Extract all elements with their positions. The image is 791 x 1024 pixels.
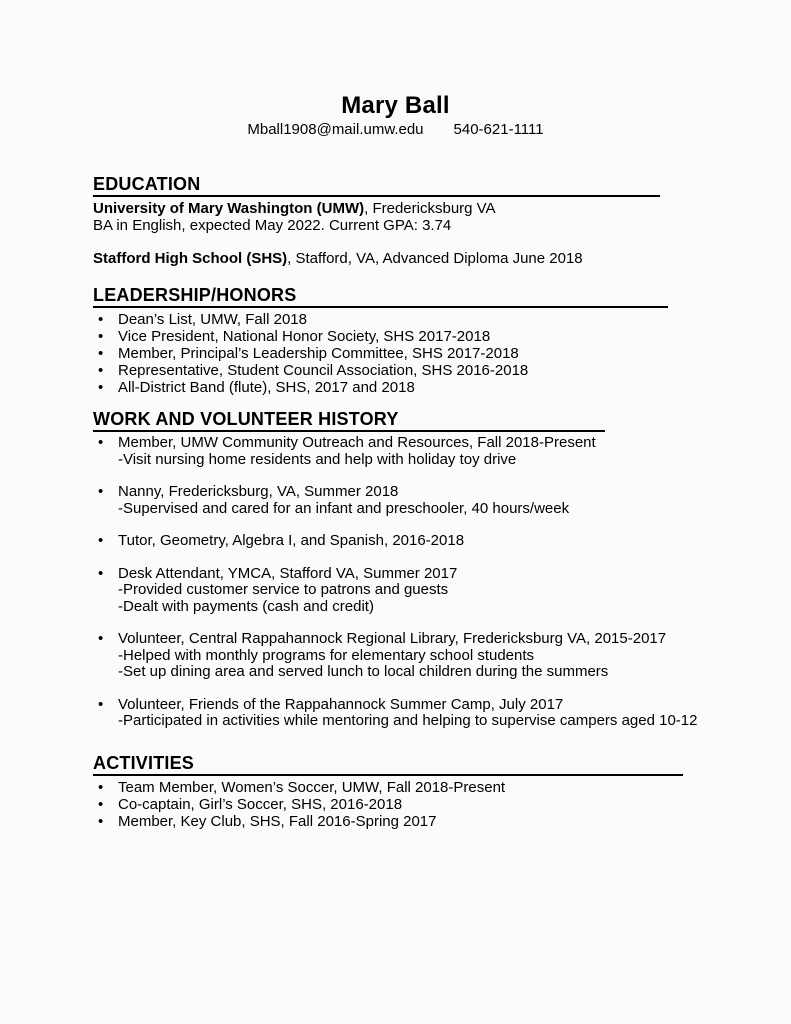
bullet-icon: [93, 362, 118, 379]
list-item: [93, 796, 698, 813]
school-name: Stafford High School (SHS): [93, 250, 288, 267]
section-work-volunteer-history: [93, 410, 698, 730]
email-text: Mball1908@mail.umw.edu: [247, 121, 424, 138]
work-entry: [93, 533, 698, 550]
work-entry-title: Member, UMW Community Outreach and Resources, Fall 2018-Present: [118, 434, 596, 451]
list-item: [93, 379, 698, 396]
work-entry: [93, 484, 698, 517]
section-activities: [93, 754, 698, 830]
work-entry: [93, 435, 698, 468]
section-heading-activities: ACTIVITIES: [93, 754, 683, 776]
list-item-text: Vice President, National Honor Society, SHS 2017-2018: [118, 328, 491, 345]
school-location: , Stafford, VA, Advanced Diploma June 2018: [287, 250, 583, 267]
section-heading-work: WORK AND VOLUNTEER HISTORY: [93, 410, 605, 432]
bullet-icon: [93, 328, 118, 345]
list-item: [93, 484, 698, 501]
resume-header: [93, 92, 698, 140]
bullet-icon: [93, 533, 118, 550]
list-item-text: All-District Band (flute), SHS, 2017 and 2018: [118, 379, 415, 396]
bullet-icon: [93, 435, 118, 452]
leadership-list: [93, 311, 698, 396]
bullet-icon: [93, 779, 118, 796]
list-item: [93, 779, 698, 796]
work-entry: [93, 631, 698, 681]
list-item: [93, 362, 698, 379]
list-item-text: Co-captain, Girl’s Soccer, SHS, 2016-2018: [118, 795, 403, 813]
education-entry-school: [93, 200, 698, 217]
bullet-icon: [93, 311, 118, 328]
list-item: [93, 533, 698, 550]
list-item-text: Member, Principal’s Leadership Committee, SHS 2017-2018: [118, 345, 519, 362]
list-item: [93, 328, 698, 345]
education-entry-school: [93, 250, 698, 267]
bullet-icon: [93, 631, 118, 648]
section-leadership-honors: [93, 286, 698, 396]
bullet-icon: [93, 796, 118, 813]
section-education: [93, 175, 698, 267]
list-item: [93, 631, 698, 648]
work-entry-detail: -Participated in activities while mentoring and helping to supervise campers aged 10-12: [118, 712, 698, 729]
contact-line: [93, 120, 698, 140]
work-entry-detail: -Provided customer service to patrons and guests: [118, 581, 449, 598]
work-list: [93, 435, 698, 730]
phone-text: 540-621-1111: [453, 121, 544, 138]
list-item: [93, 435, 698, 452]
bullet-icon: [93, 813, 118, 830]
list-item: [93, 566, 698, 583]
list-item-text: Member, Key Club, SHS, Fall 2016-Spring 2017: [118, 812, 437, 830]
work-entry-title: Nanny, Fredericksburg, VA, Summer 2018: [118, 483, 399, 500]
work-entry-title: Volunteer, Central Rappahannock Regional Library, Fredericksburg VA, 2015-2017: [118, 630, 667, 647]
work-entry: [93, 566, 698, 616]
list-item: [93, 345, 698, 362]
bullet-icon: [93, 566, 118, 583]
work-entry-detail: -Dealt with payments (cash and credit): [118, 597, 374, 615]
work-entry-detail: -Supervised and cared for an infant and preschooler, 40 hours/week: [118, 499, 570, 517]
work-entry-title: Tutor, Geometry, Algebra I, and Spanish, 2016-2018: [118, 532, 465, 549]
section-heading-leadership: LEADERSHIP/HONORS: [93, 286, 668, 308]
bullet-icon: [93, 697, 118, 714]
work-entry-title: Volunteer, Friends of the Rappahannock Summer Camp, July 2017: [118, 695, 564, 713]
work-entry: [93, 697, 698, 730]
work-entry-detail: -Visit nursing home residents and help with holiday toy drive: [118, 450, 517, 468]
bullet-icon: [93, 379, 118, 396]
section-heading-education: EDUCATION: [93, 175, 660, 197]
list-item-text: Representative, Student Council Association, SHS 2016-2018: [118, 362, 529, 379]
list-item-text: Dean’s List, UMW, Fall 2018: [118, 311, 307, 328]
list-item: [93, 311, 698, 328]
work-entry-title: Desk Attendant, YMCA, Stafford VA, Summer 2017: [118, 564, 458, 582]
school-name: University of Mary Washington (UMW): [93, 200, 365, 217]
school-location: , Fredericksburg VA: [364, 200, 496, 217]
list-item-text: Team Member, Women’s Soccer, UMW, Fall 2018-Present: [118, 778, 506, 796]
work-entry-detail: -Helped with monthly programs for elementary school students: [118, 646, 535, 664]
list-item: [93, 813, 698, 830]
work-entry-detail: -Set up dining area and served lunch to local children during the summers: [118, 663, 609, 680]
page-title: Mary Ball: [341, 92, 450, 119]
list-item: [93, 697, 698, 714]
bullet-icon: [93, 345, 118, 362]
education-entry-detail: BA in English, expected May 2022. Current GPA: 3.74: [93, 217, 452, 234]
bullet-icon: [93, 484, 118, 501]
activities-list: [93, 779, 698, 830]
